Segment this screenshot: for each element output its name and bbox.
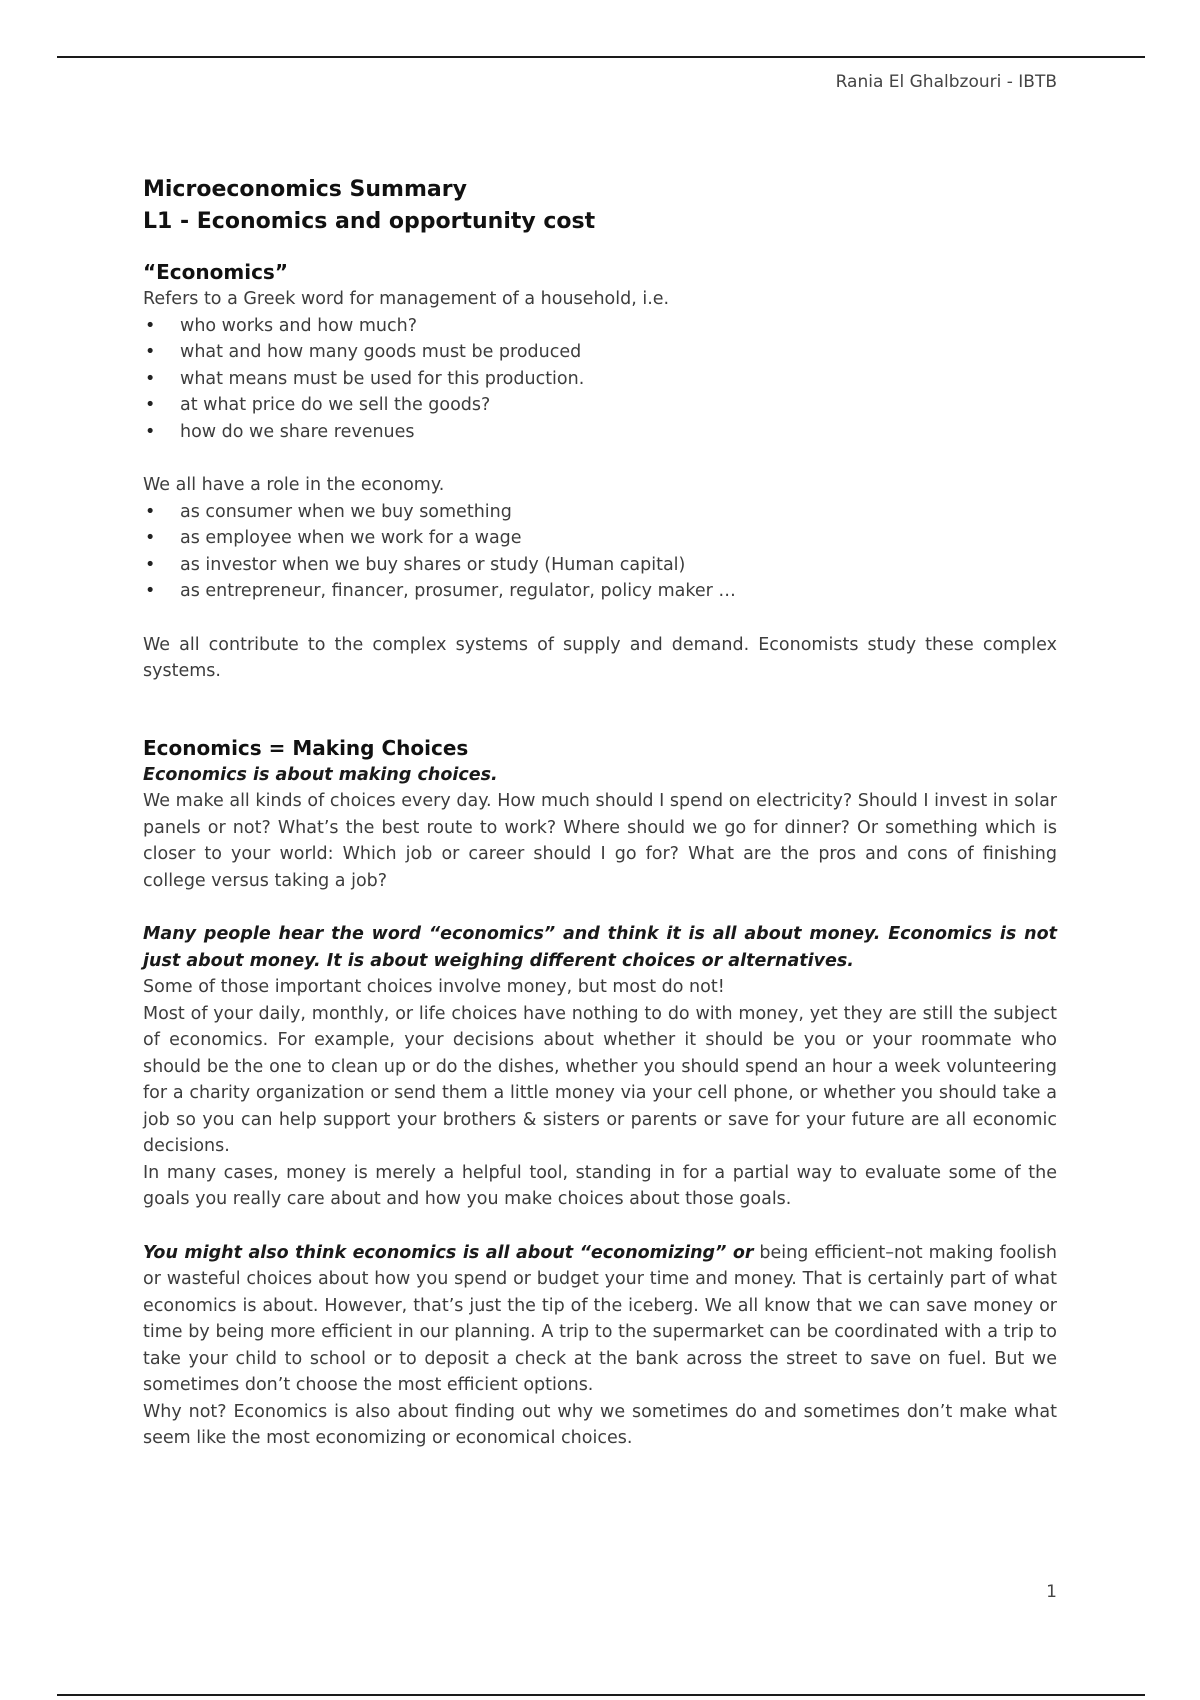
list-item: • who works and how much? (143, 313, 1057, 340)
household-bullet-list (143, 313, 1057, 446)
list-item: • how do we share revenues (143, 419, 1057, 446)
emphasis-paragraph: Many people hear the word “economics” and think it is all about money. Economics is not just about money. It is about weighing different choices or alternatives. (143, 924, 1057, 971)
role-intro: We all have a role in the economy. (143, 475, 445, 495)
economizing-emphasis: You might also think economics is all about “economizing” or (143, 1242, 754, 1263)
section-heading-economics: “Economics” (143, 260, 288, 284)
footer-rule (57, 1694, 1145, 1696)
list-item: • what and how many goods must be produced (143, 339, 1057, 366)
document-title: Microeconomics Summary (143, 177, 467, 202)
header-rule (57, 56, 1145, 58)
money-paragraph: Some of those important choices involve money, but most do not! (143, 977, 725, 997)
choices-paragraph: We make all kinds of choices every day. How much should I spend on electricity? Should I invest in solar panels or not? What’s the best route to work? Where should we go for dinner? Or something which is closer to your world: Which job or career should I go for? What are the pros and cons of finishing college versus taking a job? (143, 791, 1057, 891)
why-not-paragraph: Why not? Economics is also about finding out why we sometimes do and sometimes don’t make what seem like the most economizing or economical choices. (143, 1401, 1057, 1448)
document-subtitle: L1 - Economics and opportunity cost (143, 209, 596, 234)
list-item: • at what price do we sell the goods? (143, 392, 1057, 419)
section-heading-making-choices: Economics = Making Choices (143, 735, 469, 760)
list-item: • as consumer when we buy something (143, 499, 1057, 526)
economizing-paragraph (143, 1240, 1057, 1399)
lead-sentence: Economics is about making choices. (143, 764, 498, 785)
supply-demand-paragraph: We all contribute to the complex systems of supply and demand. Economists study these complex systems. (143, 634, 1057, 681)
header-author: Rania El Ghalbzouri - IBTB (835, 72, 1057, 92)
list-item: • what means must be used for this production. (143, 366, 1057, 393)
list-item: • as investor when we buy shares or study (Human capital) (143, 552, 1057, 579)
daily-choices-paragraph: Most of your daily, monthly, or life choices have nothing to do with money, yet they are still the subject of economics. For example, your decisions about whether it should be you or your roommate who should be the one to clean up or do the dishes, whether you should spend an hour a week volunteering for a charity organization or send them a little money via your cell phone, or whether you should take a job so you can help support your brothers & sisters or parents or save for your future are all economic decisions. (143, 1003, 1057, 1156)
page-number: 1 (1046, 1582, 1057, 1602)
list-item: • as entrepreneur, financer, prosumer, regulator, policy maker … (143, 578, 1057, 605)
money-tool-paragraph: In many cases, money is merely a helpful tool, standing in for a partial way to evaluate some of the goals you really care about and how you make choices about those goals. (143, 1162, 1057, 1209)
economizing-text: being efficient–not making foolish or wasteful choices about how you spend or budget your time and money. That is certainly part of what economics is about. However, that’s just the tip of the iceberg. We all know that we can save money or time by being more efficient in our planning. A trip to the supermarket can be coordinated with a trip to take your child to school or to deposit a check at the bank across the street to save on fuel. But we sometimes don’t choose the most efficient options. (143, 1242, 1057, 1395)
section-intro: Refers to a Greek word for management of a household, i.e. (143, 289, 670, 309)
list-item: • as employee when we work for a wage (143, 525, 1057, 552)
document-body (143, 174, 1057, 1452)
role-bullet-list (143, 499, 1057, 605)
